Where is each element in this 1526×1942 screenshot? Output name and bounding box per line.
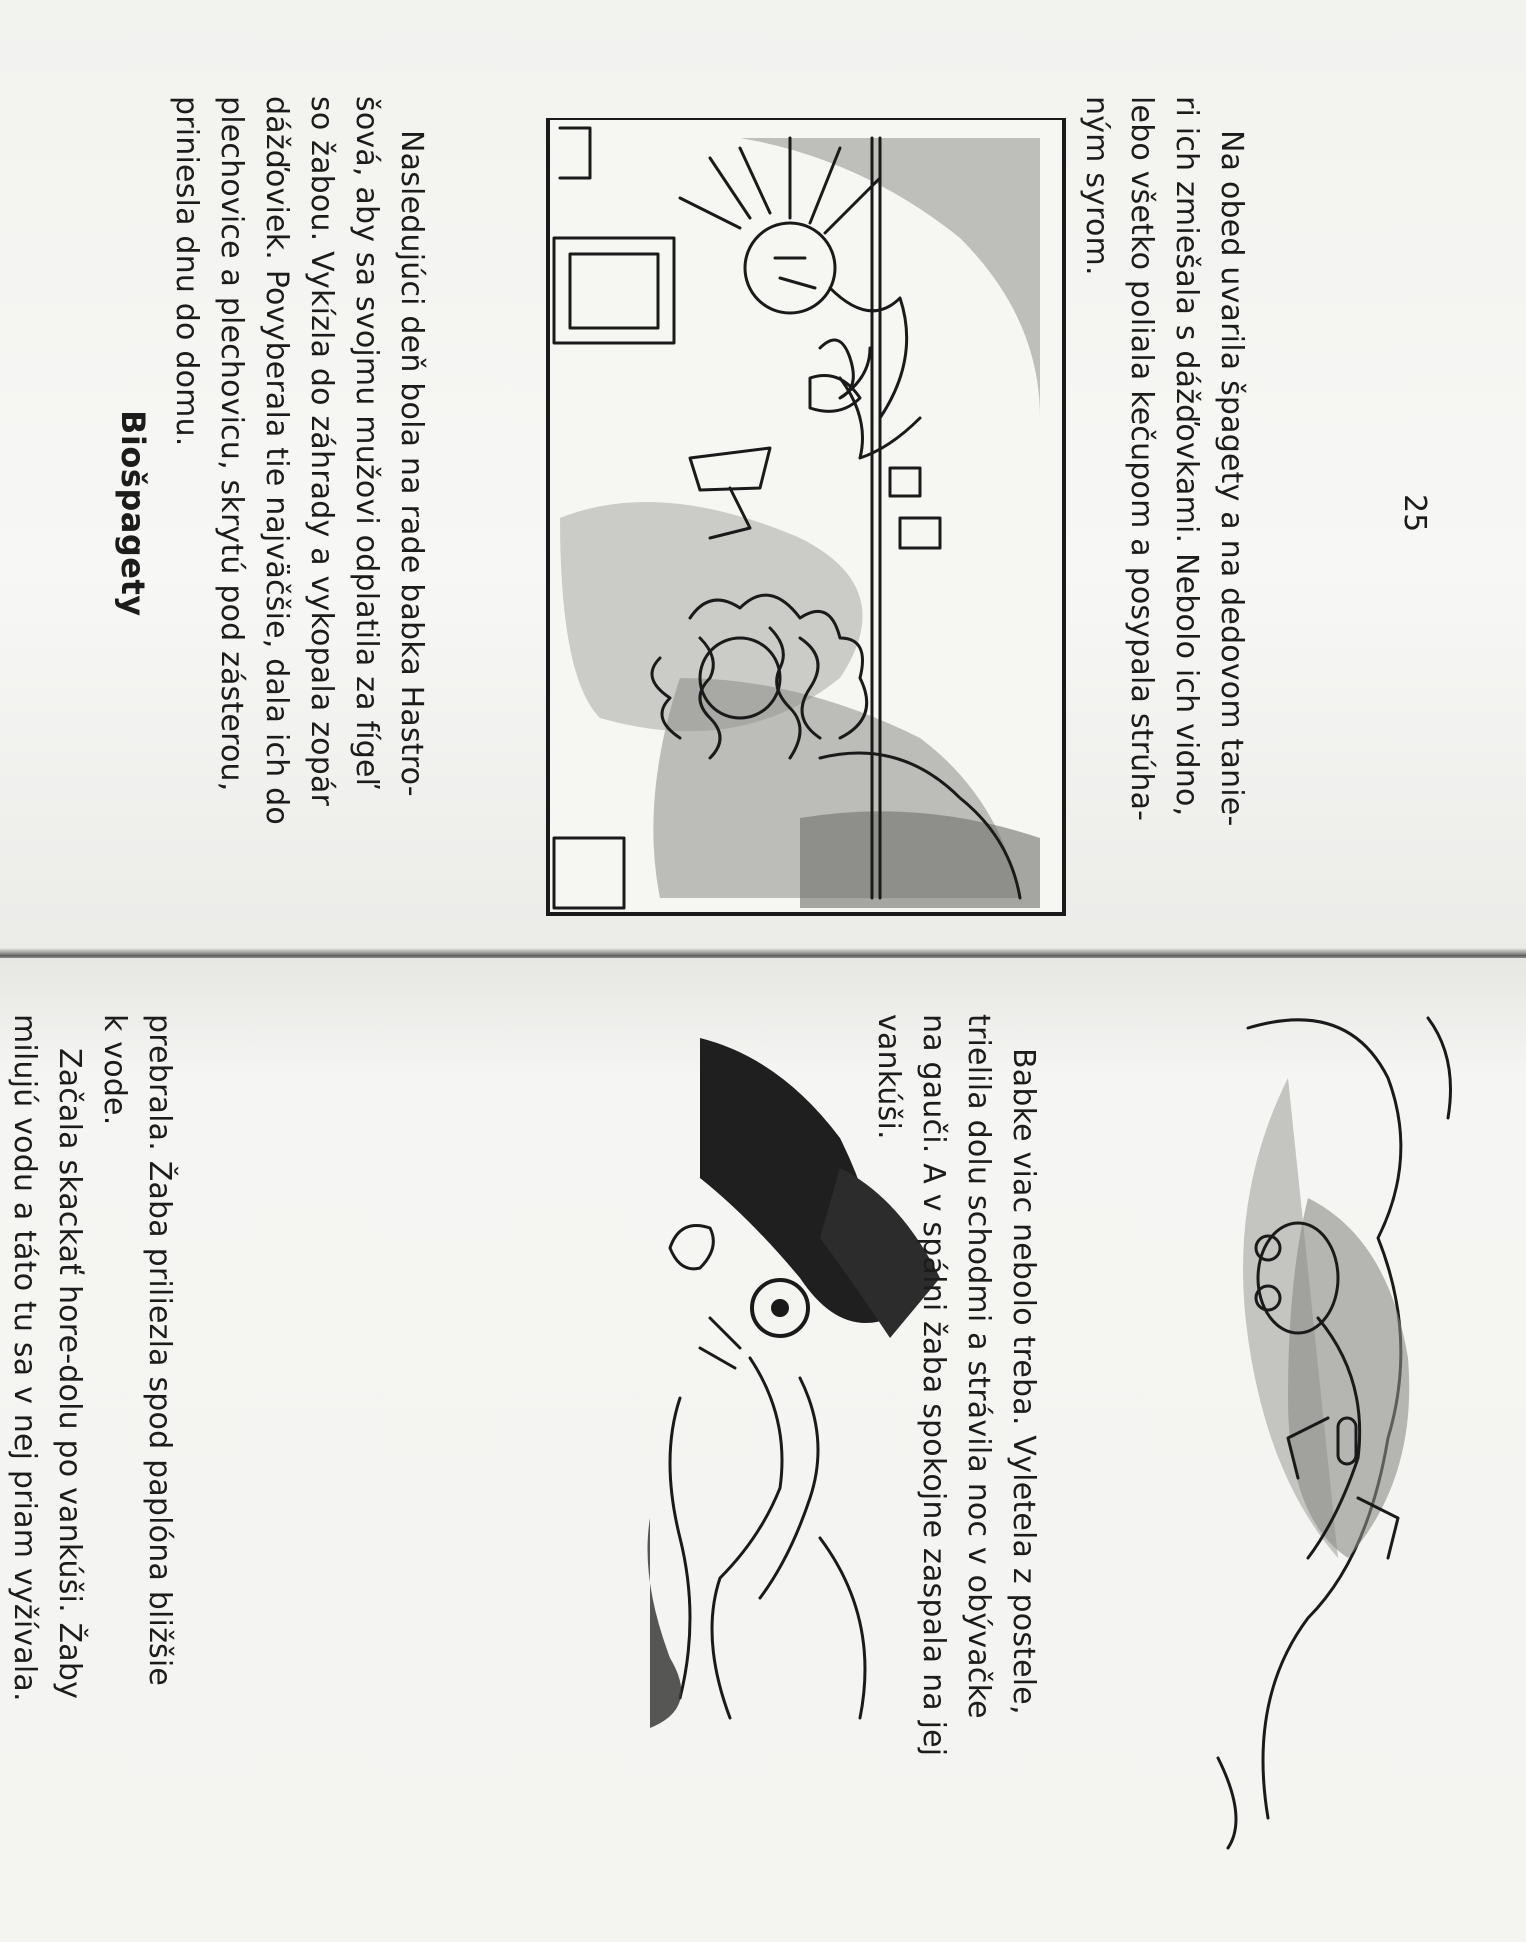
text-line: dážďoviek. Povyberala tie najväčšie, dala ich do bbox=[259, 96, 294, 825]
text-line: lebo všetko poliala kečupom a posypala strúha- bbox=[1124, 96, 1159, 822]
text-line: prebrala. Žaba priliezla spod paplóna bližšie bbox=[142, 1014, 177, 1687]
page-number-frame bbox=[1397, 494, 1432, 554]
illustration-kitchen-spaghetti bbox=[540, 118, 1068, 918]
paragraph-2 bbox=[1074, 96, 1254, 896]
page-right bbox=[0, 0, 1526, 958]
text-line: šová, aby sa svojmu mužovi odplatila za fígeľ bbox=[349, 96, 384, 790]
text-block-2 bbox=[866, 1014, 1046, 1814]
paragraph-1 bbox=[164, 96, 434, 896]
page-left bbox=[0, 958, 1526, 1942]
text-line: trielila dolu schodmi a strávila noc v obývačke bbox=[961, 1014, 996, 1719]
text-block-1 bbox=[0, 1014, 182, 1814]
text-line: na gauči. A v spálni žaba spokojne zaspala na jej bbox=[916, 1014, 951, 1757]
chapter-title-frame bbox=[114, 410, 152, 810]
text-line: vankúši. bbox=[871, 1014, 906, 1140]
text-line: plechovice a plechovicu, skrytú pod zásterou, bbox=[214, 96, 249, 792]
page-number: 25 bbox=[1397, 494, 1432, 533]
text-line: ri ich zmiešala s dážďovkami. Nebolo ich vidno, bbox=[1169, 96, 1204, 817]
text-line: ným syrom. bbox=[1079, 96, 1114, 276]
text-line: Babke viac nebolo treba. Vyletela z postele, bbox=[1006, 1048, 1041, 1715]
text-line: so žabou. Vykízla do záhrady a vykopala zopár bbox=[304, 96, 339, 807]
text-line: priniesla dnu do domu. bbox=[169, 96, 204, 447]
text-line: Začala skackať hore-dolu po vankúši. Žaby bbox=[52, 1048, 87, 1700]
text-line: k vode. bbox=[97, 1014, 132, 1126]
illustration-frog-on-pillow bbox=[1188, 998, 1488, 1858]
chapter-title: Biošpagety bbox=[114, 410, 152, 617]
text-line: Nasledujúci deň bola na rade babka Hastro- bbox=[394, 130, 429, 797]
text-line: Na obed uvarila špagety a na dedovom tanie- bbox=[1214, 130, 1249, 827]
text-line: milujú vodu a táto tu sa v nej priam vyžívala. bbox=[7, 1014, 42, 1702]
